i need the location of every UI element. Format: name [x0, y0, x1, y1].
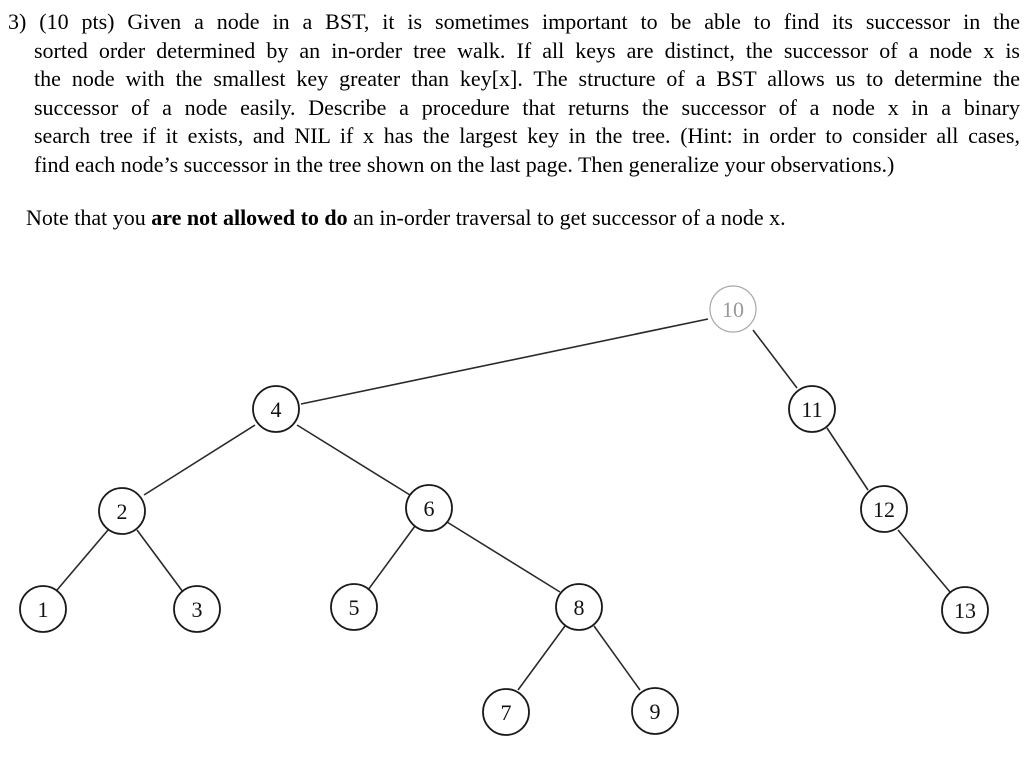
- tree-edge: [297, 425, 410, 495]
- tree-edge: [827, 428, 868, 490]
- tree-node: [632, 688, 678, 734]
- tree-edge: [594, 626, 640, 690]
- tree-node: [99, 488, 145, 534]
- tree-edge: [518, 626, 565, 690]
- note-prefix: Note that you: [26, 205, 152, 230]
- tree-node: [942, 587, 988, 633]
- tree-node: [710, 286, 756, 332]
- tree-node: [20, 586, 66, 632]
- question-line: 3) (10 pts) Given a node in a BST, it is sometimes important to be able to find its successor in the: [8, 9, 1020, 34]
- node-label: 9: [649, 699, 661, 724]
- node-label: 7: [500, 700, 512, 725]
- tree-node: [861, 486, 907, 532]
- node-label: 1: [37, 597, 49, 622]
- tree-node: [406, 485, 452, 531]
- note-emphasis: are not allowed to do: [151, 205, 348, 230]
- node-label: 4: [270, 397, 282, 422]
- tree-edge: [57, 530, 108, 590]
- node-label: 8: [573, 595, 585, 620]
- node-label: 3: [191, 597, 203, 622]
- tree-edge: [898, 530, 950, 592]
- node-label: 13: [954, 598, 976, 623]
- node-label: 2: [116, 499, 128, 524]
- question-line: find each node’s successor in the tree shown on the last page. Then generalize your observations.): [34, 151, 895, 177]
- node-label: 5: [348, 595, 360, 620]
- tree-edge: [144, 425, 255, 495]
- tree-edge: [301, 319, 708, 404]
- tree-node: [556, 584, 602, 630]
- question-line: successor of a node easily. Describe a procedure that returns the successor of a node x in a binary: [34, 94, 1020, 120]
- tree-node: [331, 584, 377, 630]
- tree-edge: [368, 526, 415, 590]
- tree-edge: [753, 330, 797, 388]
- node-label: 11: [801, 397, 823, 422]
- tree-node: [789, 386, 835, 432]
- note-suffix: an in-order traversal to get successor of a node x.: [347, 205, 786, 230]
- tree-edge: [137, 530, 183, 592]
- node-label: 6: [423, 496, 435, 521]
- question-line: search tree if it exists, and NIL if x has the largest key in the tree. (Hint: in order to consider all cases,: [34, 123, 1020, 148]
- question-line: the node with the smallest key greater than key[x]. The structure of a BST allows us to determine the: [34, 66, 1020, 91]
- question-line: sorted order determined by an in-order tree walk. If all keys are distinct, the successor of a node x is: [34, 37, 1020, 63]
- tree-node: [253, 386, 299, 432]
- tree-node: [174, 586, 220, 632]
- tree-edge: [447, 522, 560, 592]
- tree-node: [483, 689, 529, 735]
- node-label: 10: [722, 297, 744, 322]
- node-label: 12: [873, 497, 895, 522]
